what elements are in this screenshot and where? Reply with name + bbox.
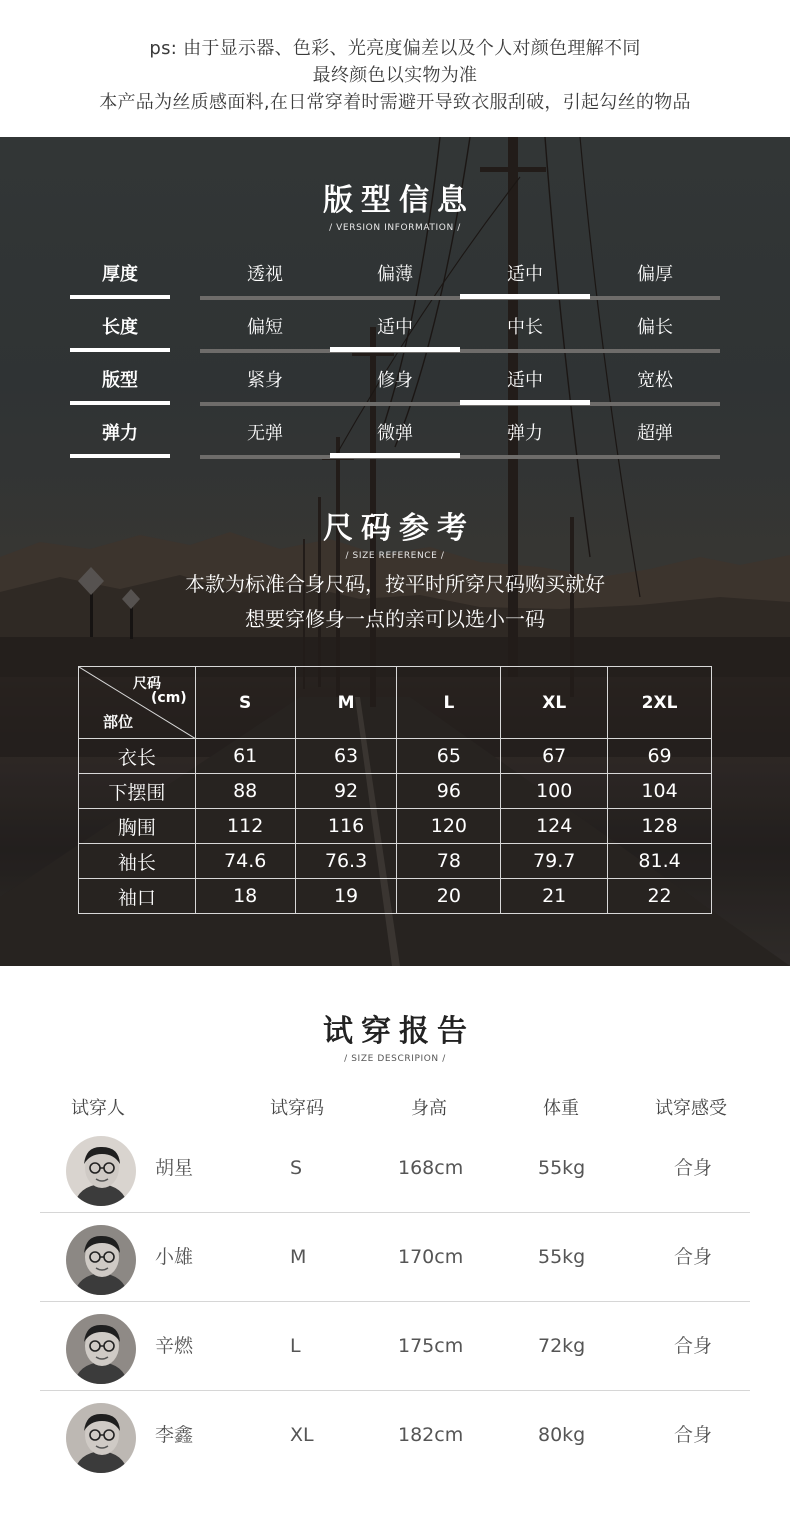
size-column-header: M [295, 667, 397, 739]
size-chart-table [78, 666, 712, 914]
measurement-cell: 78 [397, 844, 501, 879]
measurement-cell: 92 [295, 774, 397, 809]
measurement-cell: 112 [195, 809, 295, 844]
fit-label: 厚度 [102, 264, 138, 285]
notice-section [0, 0, 790, 137]
fit-label: 长度 [102, 317, 138, 338]
tester-height: 168cm [398, 1157, 464, 1179]
measurement-cell: 22 [608, 879, 712, 914]
size-table-row [79, 879, 712, 914]
fit-option: 偏薄 [377, 264, 413, 285]
tester-feel: 合身 [674, 1335, 713, 1357]
size-reference-subtitle: / SIZE REFERENCE / [345, 551, 445, 561]
fit-label: 弹力 [102, 423, 138, 444]
fit-option: 弹力 [507, 423, 543, 444]
fit-scale-track [200, 455, 720, 459]
tester-size: XL [290, 1424, 314, 1446]
tester-weight: 72kg [538, 1335, 586, 1357]
tester-size: L [290, 1335, 301, 1357]
corner-size-label: 尺码 [133, 676, 161, 692]
report-row [40, 1302, 750, 1391]
tester-weight: 80kg [538, 1424, 586, 1446]
header-person: 试穿人 [71, 1098, 125, 1119]
header-size: 试穿码 [270, 1098, 324, 1119]
fit-option: 适中 [377, 317, 413, 338]
measurement-cell: 88 [195, 774, 295, 809]
header-feel: 试穿感受 [655, 1098, 727, 1119]
measurement-cell: 21 [501, 879, 608, 914]
measurement-cell: 18 [195, 879, 295, 914]
measurement-cell: 96 [397, 774, 501, 809]
measurement-cell: 76.3 [295, 844, 397, 879]
measurement-cell: 19 [295, 879, 397, 914]
report-heading [0, 1014, 790, 1064]
dark-banner [0, 137, 790, 966]
tester-weight: 55kg [538, 1157, 586, 1179]
avatar-portrait-icon [66, 1136, 136, 1206]
body-part-cell: 衣长 [79, 739, 196, 774]
avatar [66, 1136, 136, 1206]
fit-row [70, 316, 720, 358]
measurement-cell: 100 [501, 774, 608, 809]
fit-selected-marker [460, 400, 590, 405]
fit-row [70, 263, 720, 305]
avatar [66, 1403, 136, 1473]
measurement-cell: 74.6 [195, 844, 295, 879]
report-row [40, 1391, 750, 1480]
tester-name: 李鑫 [155, 1424, 194, 1446]
size-table-row [79, 844, 712, 879]
tester-feel: 合身 [674, 1157, 713, 1179]
avatar-portrait-icon [66, 1403, 136, 1473]
measurement-cell: 69 [608, 739, 712, 774]
version-info-title: 版型信息 [323, 183, 475, 218]
fit-label-underline [70, 401, 170, 405]
measurement-cell: 63 [295, 739, 397, 774]
report-subtitle: / SIZE DESCRIPION / [344, 1054, 446, 1064]
tester-weight: 55kg [538, 1246, 586, 1268]
report-row [40, 1124, 750, 1213]
size-column-header: S [195, 667, 295, 739]
fit-option: 偏厚 [637, 264, 673, 285]
tester-height: 175cm [398, 1335, 464, 1357]
fit-option: 偏长 [637, 317, 673, 338]
fit-option: 适中 [507, 370, 543, 391]
fit-option: 适中 [507, 264, 543, 285]
fit-row [70, 369, 720, 411]
size-table-row [79, 739, 712, 774]
avatar-portrait-icon [66, 1314, 136, 1384]
size-reference-heading [0, 511, 790, 561]
size-table-row [79, 809, 712, 844]
size-table-row [79, 774, 712, 809]
tester-height: 170cm [398, 1246, 464, 1268]
fit-option: 无弹 [247, 423, 283, 444]
body-part-cell: 袖口 [79, 879, 196, 914]
measurement-cell: 116 [295, 809, 397, 844]
fit-label: 版型 [102, 370, 138, 391]
measurement-cell: 20 [397, 879, 501, 914]
size-header-row [79, 667, 712, 739]
header-height: 身高 [411, 1098, 447, 1119]
fit-row [70, 422, 720, 464]
notice-line-2: 最终颜色以实物为准 [312, 65, 478, 86]
fit-option: 偏短 [247, 317, 283, 338]
fit-selected-marker [460, 294, 590, 299]
size-advice-1: 本款为标准合身尺码，按平时所穿尺码购买就好 [185, 572, 605, 596]
tester-name: 胡星 [155, 1157, 194, 1179]
measurement-cell: 128 [608, 809, 712, 844]
version-info-subtitle: / VERSION INFORMATION / [329, 223, 461, 233]
fit-option: 微弹 [377, 423, 413, 444]
tester-name: 小雄 [155, 1246, 194, 1268]
notice-line-3: 本产品为丝质感面料,在日常穿着时需避开导致衣服刮破，引起勾丝的物品 [99, 92, 691, 113]
tester-feel: 合身 [674, 1246, 713, 1268]
body-part-cell: 袖长 [79, 844, 196, 879]
fit-option: 宽松 [637, 370, 673, 391]
size-column-header: 2XL [608, 667, 712, 739]
fit-scale-track [200, 349, 720, 353]
fit-selected-marker [330, 453, 460, 458]
size-reference-title: 尺码参考 [323, 511, 475, 546]
fit-label-underline [70, 295, 170, 299]
size-column-header: XL [501, 667, 608, 739]
body-part-cell: 胸围 [79, 809, 196, 844]
measurement-cell: 65 [397, 739, 501, 774]
fit-option: 超弹 [637, 423, 673, 444]
tester-feel: 合身 [674, 1424, 713, 1446]
measurement-cell: 120 [397, 809, 501, 844]
tester-name: 辛燃 [155, 1335, 194, 1357]
fit-option: 修身 [377, 370, 413, 391]
header-weight: 体重 [543, 1098, 579, 1119]
fit-option: 中长 [507, 317, 543, 338]
measurement-cell: 67 [501, 739, 608, 774]
measurement-cell: 81.4 [608, 844, 712, 879]
fit-option: 紧身 [247, 370, 283, 391]
avatar [66, 1225, 136, 1295]
fit-label-underline [70, 348, 170, 352]
tester-height: 182cm [398, 1424, 464, 1446]
measurement-cell: 124 [501, 809, 608, 844]
fit-option: 透视 [247, 264, 283, 285]
corner-unit-label: (cm) [151, 690, 187, 706]
report-row [40, 1213, 750, 1302]
report-title: 试穿报告 [323, 1014, 475, 1049]
fit-selected-marker [330, 347, 460, 352]
version-info-heading [0, 183, 790, 233]
avatar-portrait-icon [66, 1225, 136, 1295]
avatar [66, 1314, 136, 1384]
tester-size: M [290, 1246, 307, 1268]
tester-size: S [290, 1157, 303, 1179]
measurement-cell: 79.7 [501, 844, 608, 879]
size-table-corner [79, 667, 196, 739]
body-part-cell: 下摆围 [79, 774, 196, 809]
notice-line-1: ps: 由于显示器、色彩、光亮度偏差以及个人对颜色理解不同 [149, 38, 641, 59]
fit-label-underline [70, 454, 170, 458]
measurement-cell: 104 [608, 774, 712, 809]
size-column-header: L [397, 667, 501, 739]
corner-part-label: 部位 [103, 713, 134, 731]
measurement-cell: 61 [195, 739, 295, 774]
size-advice-2: 想要穿修身一点的亲可以选小一码 [245, 607, 545, 631]
